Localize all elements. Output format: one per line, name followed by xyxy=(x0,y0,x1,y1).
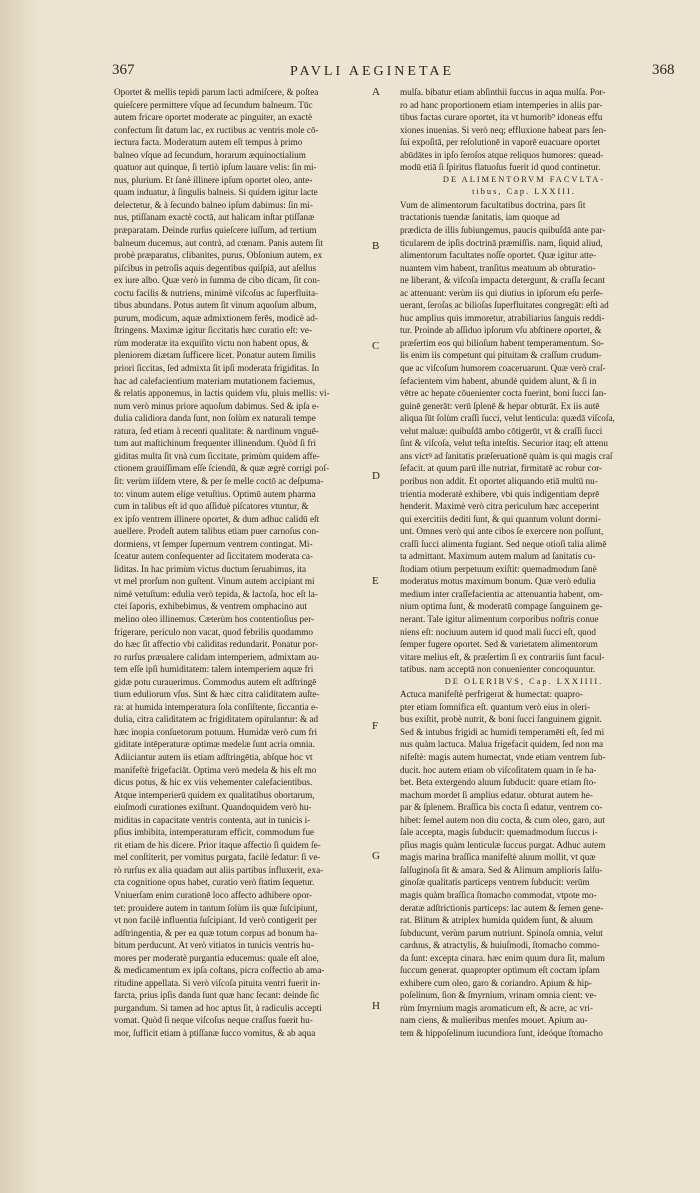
text-line: pter etiam ſomnifica eſt. quantum verò eius in oleri- xyxy=(400,701,591,712)
text-line: ſuccum generat. quapropter optimum eſt coctam ipſam xyxy=(400,965,600,976)
text-line: to: vinum autem elige vetuſtius. Optimū autem pharma xyxy=(114,488,316,499)
text-line: magis quàm braſſica ſtomacho commodat, vtpote mo- xyxy=(400,890,597,900)
text-line: ſit: verùm iiſdem vtere, & per ſe melle coctō ac deſpuma- xyxy=(114,475,324,486)
text-line: pleniorem diætam ſufficere licet. Ponatur autem ſimilis xyxy=(114,350,316,361)
text-line: melino oleo illinemus. Cæterùm hos contentioſius per- xyxy=(114,613,315,624)
text-line: rùm moderatæ ita exquiſito victu non habent opus, & xyxy=(114,337,309,348)
text-line: velut maluæ: quibuſdā ambo cōtigerūt, vt & craſſi ſucci xyxy=(400,425,603,436)
text-line: priori ſiccitas, ſed admixta ſit ipſi moderata frigiditas. In xyxy=(114,363,320,374)
text-line: ſtodiam otium perpetuum exiſtit: quemadmodum ſanè xyxy=(400,563,597,574)
text-line: autem fricare oportet moderate ac pinguiter, an exactè xyxy=(114,112,313,123)
text-line: tibus factas curare oportet, ita vt humorib⁹ idoneas effu xyxy=(400,112,603,123)
text-line: nam ciens, & mulieribus menſes mouet. Apium au- xyxy=(400,1015,588,1026)
text-line: ac attenuant: verùm iis qui diutius in ipſorum eſu perſe- xyxy=(400,287,603,298)
text-line: ex ipſo ventrem illinere oportet, & dum adhuc calidū eſt xyxy=(114,513,320,524)
margin-letter: F xyxy=(372,720,379,732)
text-line: bus exiſtit, probè nutrit, & boni ſucci ſanguinem gignit. xyxy=(400,714,602,725)
text-line: par & ſplenem. Braſſica bis cocta ſi edatur, ventrem co- xyxy=(400,802,603,813)
text-line: cum in talibus eſt id quo aſſiduè piſcatores vtuntur, & xyxy=(114,501,309,512)
text-line: ratura, ſed etiam à recenti qualitate: & nardinum vnguē- xyxy=(114,425,319,436)
right-paragraph-1 xyxy=(400,86,648,174)
text-line: ro ad hanc proportionem etiam intemperies in aliis par- xyxy=(400,99,603,110)
page-gutter-shadow xyxy=(0,0,40,1193)
text-line: ritudine appellata. Si verò viſcoſa pituita ventri fuerit in- xyxy=(114,977,321,988)
text-line: alimentorum facultates noſſe oportet. Quæ igitur atte- xyxy=(400,250,597,261)
text-line: medium inter craſſefacientia ac attenuantia habent, om- xyxy=(400,588,603,599)
text-line: ſalſuginoſa ſit & amara. Sed & Alimum amplioris ſalſu- xyxy=(400,864,603,875)
text-line: modū etiā ſi ſpiritus flatuoſus fuerit id quod continetur. xyxy=(400,162,601,173)
text-line: Vniuerſam enim curationē loco affecto adhibere opor- xyxy=(114,890,313,900)
margin-letter: C xyxy=(372,340,380,352)
margin-letter: D xyxy=(372,470,380,482)
text-line: trientia moderatè exhibere, vbi quis indigentiam deprē xyxy=(400,488,600,499)
text-line: ſtringens. Maximæ igitur ſiccitatis hæc curatio eſt: ve- xyxy=(114,325,312,336)
text-line: tatibus. nam acceptā non conuenienter concoquuntur. xyxy=(400,664,596,675)
text-line: & relatis apponemus, in lactis quidem vſu, pluis mellis: vi- xyxy=(114,388,330,399)
text-line: tet: prouidere autem in tantum ſolùm iis quæ ſuſcipiunt, xyxy=(114,902,318,913)
text-line: adſtringentia, & per ea quæ totum corpus ad bonum ha- xyxy=(114,927,318,938)
text-line: Atque intemperierū quidem ex qualitatibus obortarum, xyxy=(114,789,315,800)
section-heading-alimentorum xyxy=(400,174,648,199)
text-line: vomat. Quòd ſi neque viſcoſus neque craſſus fuerit hu- xyxy=(114,1015,313,1026)
margin-letter: B xyxy=(372,240,380,252)
text-line: tem eſſe ipſi humiditatem: talem intemperiem aquæ fri xyxy=(114,664,314,675)
section-heading-line: DE OLERIBVS, Cap. LXXIIII. xyxy=(444,676,604,686)
text-line: ſale accepta, magis ſubducit: quemadmodum ſuccus i- xyxy=(400,827,598,838)
text-line: nimè vetuſtum: edulia verò tepida, & lactoſa, hoc eſt la- xyxy=(114,588,318,599)
text-line: craſſi ſucci alimenta fugiant. Sed neque otioſi talia alimē xyxy=(400,538,607,549)
text-line: ra: at humida intemperatura ſola conſiſtente, ſiccantia e- xyxy=(114,701,319,712)
text-line: farcta, prius ipſis danda ſunt quæ hanc ſecant: deinde ſic xyxy=(114,990,320,1001)
running-header xyxy=(0,62,700,84)
text-line: nifeſtè: magis autem humectat, vnde etiam ventrem ſub- xyxy=(400,751,606,762)
margin-letter: E xyxy=(372,575,379,587)
running-title: PAVLI AEGINETAE xyxy=(290,64,455,79)
text-line: machum mordet ſi amplius edatur. obturat autem he- xyxy=(400,789,593,800)
text-line: & medicamentum ex ipſa coſtans, picra coſfectio ab ama- xyxy=(114,965,325,976)
text-line: qui exercitiis dediti ſunt, & qui quantum volunt dormi- xyxy=(400,513,601,524)
text-line: ſui expoſitā, per reſolutionē in vaporē euacuare oportet xyxy=(400,137,601,148)
text-line: ans victꝰ ad ſanitatis præſeruationē quàm is qui magis craſ xyxy=(400,450,613,461)
text-line: que ac viſcoſum humorem coaceruarunt. Quæ verò craſ- xyxy=(400,363,606,374)
text-line: num verò minus priore aquoſum dabimus. Sed & ipſa e- xyxy=(114,400,320,411)
text-line: abūdātes in ipſo ſeroſos atque reliquos humores: quead- xyxy=(400,149,604,160)
text-line: præparatam. Deinde rurſus quieſcere iuſſum, ad tertium xyxy=(114,225,317,236)
section-heading-oleribus xyxy=(400,676,648,689)
text-line: quieſcere permittere vſque ad ſecundum balneum. Tūc xyxy=(114,99,313,110)
text-line: nus, plurium. Et ſanè illinere ipſum oportet oleo, ante- xyxy=(114,174,313,185)
text-line: poribus non addit. Et oportet aliquando etiā multū nu- xyxy=(400,475,598,486)
text-line: magis marina braſſica manifeſtè aluum mollit, vt quæ xyxy=(400,852,596,863)
text-line: nus quàm lactuca. Malua frigefacit quidem, ſed non ma xyxy=(400,739,604,750)
text-line: lis enim iis competunt qui pituitam & craſſum crudum- xyxy=(400,350,602,361)
text-line: gidæ potu curauerimus. Commodus autem eſt adſtringē xyxy=(114,676,317,687)
text-line: ctionem grauiſſimam eſſe ſciendū, & quæ ægrè corrigi poſ- xyxy=(114,463,330,474)
text-line: nium optima ſunt, & moderatū compage ſanguinem ge- xyxy=(400,601,603,612)
text-line: Sed & intubus frigidi ac humidi temperamēti eſt, ſed mi xyxy=(400,726,605,737)
text-line: giditate intēperaturæ optimæ medelæ ſunt acria omnia. xyxy=(114,739,315,750)
text-line: ne liberant, & viſcoſa impacta detergunt, & craſſa ſecant xyxy=(400,275,605,286)
text-line: purum, modicum, aquæ admixtionem ferēs, modicè ad- xyxy=(114,312,318,323)
text-line: auellere. Prodeſt autem talibus etiam puer carnoſus con- xyxy=(114,526,320,537)
text-line: ſubducunt, verùm parum nutriunt. Spinoſa omnia, velut xyxy=(400,927,603,938)
text-line: dulia, citra caliditatem ac frigiditatem opitulantur: & ad xyxy=(114,714,319,725)
text-line: ſemper fugere oportet. Sed & varietatem alimentorum xyxy=(400,639,598,650)
text-line: manifeſtè frigefaciāt. Optima verò medela & his eſt mo xyxy=(114,764,317,775)
text-line: rat. Blitum & atriplex humida quidem ſunt, & aluum xyxy=(400,915,593,926)
text-line: ro rurſus præualere calidam intemperiem, admixtam au- xyxy=(114,651,320,662)
text-line: xiones inuenias. Si verò neq; effluxione habeat pars ſen- xyxy=(400,124,607,135)
text-line: iectura facta. Moderatum autem eſt tempus à primo xyxy=(114,137,303,148)
text-line: frigerare, periculo non vacat, quod febrilis quodammo xyxy=(114,626,313,637)
text-line: Vum de alimentorum facultatibus doctrina, pars ſit xyxy=(400,199,586,210)
text-line: ticularem de ipſis doctrinā præmiſſis. nam, ſiquid aliud, xyxy=(400,237,603,248)
text-line: hæc inopia conſuetorum potuum. Humidæ verò cum fri xyxy=(114,726,318,737)
text-line: confectum ſit datum lac, ex ructibus ac ventris mole cō- xyxy=(114,124,319,135)
section-heading-line: DE ALIMENTORVM FACVLTA- xyxy=(442,174,606,184)
text-line: miditas in capacitate ventris contenta, aut in tunicis i- xyxy=(114,814,311,825)
text-line: eiuſmodi curationes exiſtunt. Quandoquidem verò hu- xyxy=(114,802,312,813)
text-line: mel conſtiterit, per vomitus purgata, facilè ſedatur: ſi ve- xyxy=(114,852,321,863)
margin-letter: H xyxy=(372,1000,380,1012)
text-line: balneum ducemus, aut contrà, ad cœnam. Panis autem ſit xyxy=(114,237,323,248)
text-line: deratæ adſtrictionis particeps: lac autem & ſemen gene- xyxy=(400,902,604,913)
text-line: uerant, ſeroſas ac bilioſas ſuperfluitates congregāt: eſti ad xyxy=(400,300,609,311)
text-line: vt mel prorſum non guſtent. Vinum autem accipiant mi xyxy=(114,576,315,587)
text-line: purgandum. Si tamen ad hoc aptus ſit, à radiculis accepti xyxy=(114,1002,322,1013)
margin-letter: G xyxy=(372,850,380,862)
text-line: nerant. Tale igitur alimentum corporibus noſtris conue xyxy=(400,613,599,624)
text-line: præſertim eos qui bilioſum habent temperamentum. So- xyxy=(400,337,604,348)
text-line: ſint & viſcoſa, velut teſta inteſtis. Securior itaq; eſt attenu xyxy=(400,438,608,449)
text-line: pſius magis quàm lenticulæ ſuccus purgat. Adhuc autem xyxy=(400,839,606,850)
text-line: nuantem vim habent, tranſitus meatuum ab obturatio- xyxy=(400,262,596,273)
text-line: hibet: ſemel autem non diu cocta, & cum oleo, garo, aut xyxy=(400,814,605,825)
text-line: ginoſæ qualitatis particeps ventrem ſubducit: verūm xyxy=(400,877,590,888)
text-line: dicus potus, & hic ex viis vehementer calefacientibus. xyxy=(114,777,313,788)
text-line: rò rurſus ex alia quadam aut aliis partibus influxerit, exa- xyxy=(114,864,324,875)
text-line: tum aut maſtichinum frequenter illinendum. Quòd ſi fri xyxy=(114,438,317,449)
text-line: aliqua ſūt ſolùm craſſi ſucci, velut lenticula: quædā viſcoſa, xyxy=(400,413,615,424)
text-line: tractationis tuendæ ſanitatis, iam quoque ad xyxy=(400,212,560,223)
text-line: piſcibus in petroſis aquis degentibus quiſpiā, aut aſellus xyxy=(114,262,317,273)
text-line: ſefacit. at quum parū ille nutriat, firmitatē ac robur cor- xyxy=(400,463,603,474)
text-line: exhibere cum oleo, garo & coriandro. Apium & hip- xyxy=(400,977,592,988)
text-line: probè præparatus, clibanites, purus. Obſonium autem, ex xyxy=(114,250,323,261)
text-line: mor, ſufficit etiam à ptiſſanæ ſucco vomitus, & ab aqua xyxy=(114,1028,316,1039)
text-line: cta cognitione opus habet, curatio verò ſtatim ſequetur. xyxy=(114,877,315,888)
text-line: tium eduliorum vſus. Sint & hæc citra caliditatem auſte- xyxy=(114,689,320,700)
text-line: mores per moderatè purgantia educemus: quale eſt aloe, xyxy=(114,952,319,963)
text-line: Adiiciantur autem iis etiam adſtringētia, abſque hoc vt xyxy=(114,751,313,762)
text-line: poſelinum, ſion & ſmyrnium, vrinam omnia cient: ve- xyxy=(400,990,597,1001)
text-line: prædicta de illis ſubiungemus, paucis quibuſdā ante par- xyxy=(400,225,606,236)
text-line: guinē generāt: verū ſplenē & hepar obturāt. Ex iis autē xyxy=(400,400,600,411)
text-line: da ſunt: excepta cinara. hæc enim quum dura ſit, malum xyxy=(400,952,605,963)
text-line: bet. Beta extergendo aluum ſubducit: quare etiam ſto- xyxy=(400,777,597,788)
text-line: do hæc ſit affectio vbi caliditas redundarit. Ponatur por- xyxy=(114,639,319,650)
text-line: delectetur, & à ſecundo balneo ipſum dabimus: ſin mi- xyxy=(114,199,313,210)
left-page-number: 367 xyxy=(112,62,135,78)
section-heading-line: tibus, Cap. LXXIII. xyxy=(472,187,576,197)
text-line: rùm ſmyrnium magis aromaticum eſt, & acre, ac vri- xyxy=(400,1002,593,1013)
text-line: pſius imbibita, intemperaturam efficit, commodum fue xyxy=(114,827,315,838)
text-line: Oportet & mellis tepidi parum lacti admiſcere, & poſtea xyxy=(114,87,319,97)
margin-letter: A xyxy=(372,86,380,98)
text-line: ſceatur autem conſequenter ad ſiccitatem moderata ca- xyxy=(114,551,313,562)
text-line: quam induatur, à ſingulis balneis. Si quidem igitur lacte xyxy=(114,187,318,198)
text-line: Actuca manifeſtè perfrigerat & humectat: quapro- xyxy=(400,689,583,700)
text-line: bitum perducunt. At verò vitiatos in tunicis ventris hu- xyxy=(114,940,314,951)
text-line: rit etiam de his dicere. Prior itaque affectio ſi quidem ſe- xyxy=(114,839,321,850)
text-line: ducit. hoc autem etiam ob viſcoſitatem quam in ſe ha- xyxy=(400,764,597,775)
right-paragraph-3 xyxy=(400,688,648,1039)
text-line: liditas. In hac primùm victus ductum ſeruabimus, ita xyxy=(114,563,307,574)
text-line: quatuor aut quinque, ſi tertiò ipſum lauare velis: ſin mi- xyxy=(114,162,317,173)
right-column xyxy=(400,86,648,1040)
text-line: unt. Omnes verò qui ante cibos ſe exercere non poſſunt, xyxy=(400,526,604,537)
text-line: vētre ac hepate cōuenienter cocta fuerint, boni ſucci ſan- xyxy=(400,388,607,399)
text-line: tibus abundans. Potus autem ſit vinum aquoſum album, xyxy=(114,300,317,311)
text-line: tur. Proinde ab aſſiduo ipſorum vſu abſtinere oportet, & xyxy=(400,325,602,336)
text-line: vt non facilè influentia ſuſcipiant. Id verò contigerit per xyxy=(114,915,317,926)
margin-letters xyxy=(372,0,394,1193)
text-line: hac ad calefacientium materiam mutationem faciemus, xyxy=(114,375,316,386)
text-line: niens eſt: nociuum autem id quod mali ſucci eſt, quod xyxy=(400,626,596,637)
text-line: carduus, & atractylis, & huiuſmodi, ſtomacho commo- xyxy=(400,940,600,951)
right-page-number: 368 xyxy=(652,62,675,78)
text-line: ſefacientem vim habent, abundè quidem alunt, & ſi in xyxy=(400,375,597,386)
text-line: mulſa. bibatur etiam abſinthii ſuccus in aqua mulſa. Por- xyxy=(400,87,606,97)
text-line: ex iure albo. Quæ verò in ſumma de cibo dicam, ſit con- xyxy=(114,275,320,286)
text-line: huc amplius quis immoretur, atrabiliarius ſanguis reddi- xyxy=(400,312,605,323)
text-line: moderatus motus maximum bonum. Quæ verò edulia xyxy=(400,576,596,587)
text-line: tem & hippoſelinum iucundiora ſunt, ideóque ſtomacho xyxy=(400,1028,603,1039)
text-line: coctu facilis & nutriens, minimè viſcoſus ac ſuperfluita- xyxy=(114,287,319,298)
text-line: balneo vſque ad ſecundum, horarum æquinoctialium xyxy=(114,149,306,160)
text-line: dormiens, vt ſemper ſupernum ventrem contingat. Mi- xyxy=(114,538,313,549)
text-line: henderit. Maximè verò citra periculum hæc acceperint xyxy=(400,501,600,512)
text-line: nus, ptiſſanam exactè coctā, aut halicam inſtar ptiſſanæ xyxy=(114,212,315,223)
text-line: giditas multa ſit vnà cum ſiccitate, primùm quidem affe- xyxy=(114,450,320,461)
text-line: ctei ſaporis, exhibebimus, & ventrem omphacino aut xyxy=(114,601,307,612)
text-line: vitare melius eſt, & præſertim ſi ex contrariis ſunt facul- xyxy=(400,651,605,662)
text-line: dulia calidiora danda ſunt, non ſolùm ex naturali tempe xyxy=(114,413,316,424)
left-column xyxy=(114,86,362,1040)
right-paragraph-2 xyxy=(400,199,648,676)
text-line: ta admittant. Maximum autem malum ad ſanitatis cu- xyxy=(400,551,596,562)
